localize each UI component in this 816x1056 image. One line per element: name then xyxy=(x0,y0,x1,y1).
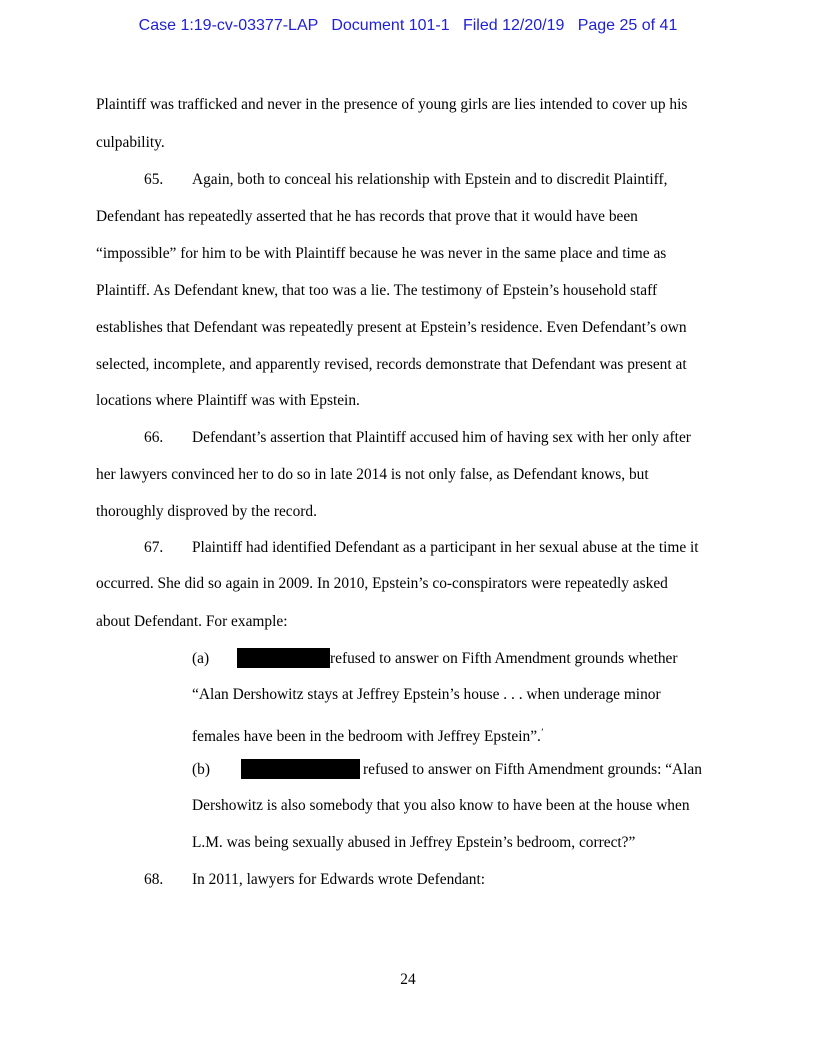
item-b-line: L.M. was being sexually abused in Jeffrey Epstein’s bedroom, correct?” xyxy=(192,834,636,851)
item-b-line: refused to answer on Fifth Amendment grounds: “Alan xyxy=(363,761,702,778)
paragraph-65-line: selected, incomplete, and apparently revised, records demonstrate that Defendant was present at xyxy=(96,356,687,373)
paragraph-65-line: Again, both to conceal his relationship with Epstein and to discredit Plaintiff, xyxy=(192,171,668,188)
item-a-quote-end: females have been in the bedroom with Jeffrey Epstein”. xyxy=(192,728,541,746)
paragraph-65-number: 65. xyxy=(144,171,164,188)
redaction-box xyxy=(241,759,360,779)
paragraph-65-line: Defendant has repeatedly asserted that he has records that prove that it would have been xyxy=(96,208,638,225)
paragraph-66-line: Defendant’s assertion that Plaintiff accused him of having sex with her only after xyxy=(192,429,691,446)
item-b-line: Dershowitz is also somebody that you also know to have been at the house when xyxy=(192,797,690,814)
continuation-line-2: culpability. xyxy=(96,134,165,151)
redaction-box xyxy=(237,648,330,668)
paragraph-66-number: 66. xyxy=(144,429,164,446)
item-a-line: refused to answer on Fifth Amendment grounds whether xyxy=(330,650,678,667)
case-header: Case 1:19-cv-03377-LAP Document 101-1 Filed 12/20/19 Page 25 of 41 xyxy=(138,17,678,34)
paragraph-67-line: Plaintiff had identified Defendant as a participant in her sexual abuse at the time it xyxy=(192,539,699,556)
paragraph-66-line: her lawyers convinced her to do so in late 2014 is not only false, as Defendant knows, but xyxy=(96,466,649,483)
paragraph-68-line: In 2011, lawyers for Edwards wrote Defendant: xyxy=(192,871,486,888)
continuation-line-1: Plaintiff was trafficked and never in the presence of young girls are lies intended to cover up his xyxy=(96,96,688,113)
paragraph-67-number: 67. xyxy=(144,539,164,556)
page-number: 24 xyxy=(400,971,416,988)
item-a-label: (a) xyxy=(192,650,210,667)
item-a-line xyxy=(192,722,544,747)
paragraph-65-line: establishes that Defendant was repeatedly present at Epstein’s residence. Even Defendant’s own xyxy=(96,319,687,336)
paragraph-65-line: Plaintiff. As Defendant knew, that too was a lie. The testimony of Epstein’s household staff xyxy=(96,282,658,299)
paragraph-67-line: about Defendant. For example: xyxy=(96,613,288,630)
paragraph-65-line: “impossible” for him to be with Plaintiff because he was never in the same place and time as xyxy=(96,245,667,262)
paragraph-68-number: 68. xyxy=(144,871,164,888)
paragraph-66-line: thoroughly disproved by the record. xyxy=(96,503,317,520)
item-b-label: (b) xyxy=(192,761,210,778)
paragraph-67-line: occurred. She did so again in 2009. In 2010, Epstein’s co-conspirators were repeatedly asked xyxy=(96,575,668,592)
footnote-mark: ʼ xyxy=(540,727,544,737)
item-a-line: “Alan Dershowitz stays at Jeffrey Epstein’s house . . . when underage minor xyxy=(192,686,661,703)
paragraph-65-line: locations where Plaintiff was with Epstein. xyxy=(96,392,360,409)
